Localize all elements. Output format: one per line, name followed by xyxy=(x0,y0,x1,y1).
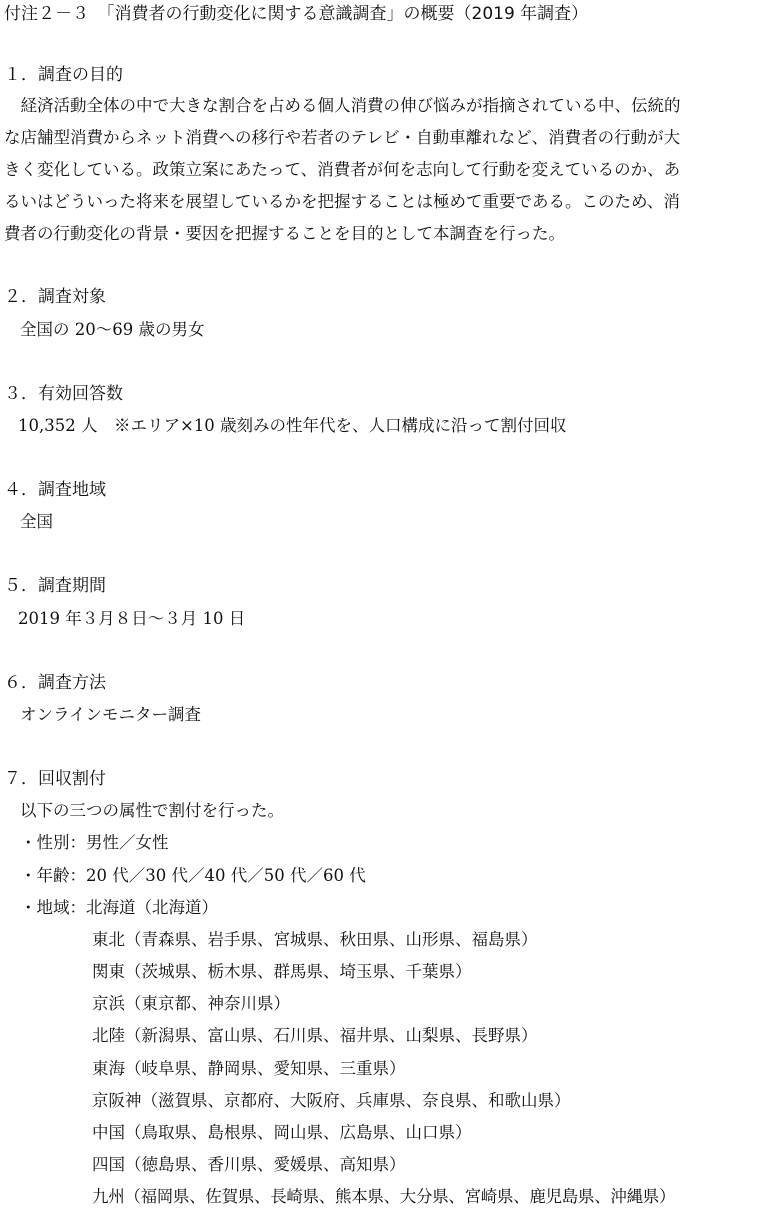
purpose-line: るいはどういった将来を展望しているかを把握することは極めて重要である。このため、消 xyxy=(4,192,680,211)
target-text: 全国の 20～69 歳の男女 xyxy=(20,320,205,339)
region-hokuriku: 北陸（新潟県、富山県、石川県、福井県、山梨県、長野県） xyxy=(92,1026,538,1045)
allocation-heading: ７．回収割付 xyxy=(4,769,106,789)
area-text: 全国 xyxy=(20,512,53,531)
region-shikoku: 四国（徳島県、香川県、愛媛県、高知県） xyxy=(92,1155,406,1174)
period-heading: ５．調査期間 xyxy=(4,576,106,596)
allocation-age: ・年齢：20 代／30 代／40 代／50 代／60 代 xyxy=(20,866,366,885)
purpose-line: 経済活動全体の中で大きな割合を占める個人消費の伸び悩みが指摘されている中、伝統的 xyxy=(4,96,681,115)
region-kyushu: 九州（福岡県、佐賀県、長崎県、熊本県、大分県、宮崎県、鹿児島県、沖縄県） xyxy=(92,1187,676,1206)
allocation-gender: ・性別：男性／女性 xyxy=(20,833,169,852)
responses-text: 10,352 人 ※エリア×10 歳刻みの性年代を、人口構成に沿って割付回収 xyxy=(18,416,567,435)
region-tokai: 東海（岐阜県、静岡県、愛知県、三重県） xyxy=(92,1059,406,1078)
region-keihanshin: 京阪神（滋賀県、京都府、大阪府、兵庫県、奈良県、和歌山県） xyxy=(92,1091,571,1110)
area-heading: ４．調査地域 xyxy=(4,480,106,500)
purpose-line: な店舗型消費からネット消費への移行や若者のテレビ・自動車離れなど、消費者の行動が大 xyxy=(4,128,681,147)
allocation-intro: 以下の三つの属性で割付を行った。 xyxy=(20,801,284,820)
region-chugoku: 中国（鳥取県、島根県、岡山県、広島県、山口県） xyxy=(92,1123,472,1142)
allocation-region: ・地域：北海道（北海道） xyxy=(20,898,218,917)
target-heading: ２．調査対象 xyxy=(4,287,106,307)
period-text: 2019 年３月８日～３月 10 日 xyxy=(18,609,246,628)
method-heading: ６．調査方法 xyxy=(4,673,106,693)
method-text: オンラインモニター調査 xyxy=(20,705,202,724)
region-kanto: 関東（茨城県、栃木県、群馬県、埼玉県、千葉県） xyxy=(92,962,472,981)
purpose-line: きく変化している。政策立案にあたって、消費者が何を志向して行動を変えているのか、あ xyxy=(4,160,681,179)
responses-heading: ３．有効回答数 xyxy=(4,384,123,404)
region-tohoku: 東北（青森県、岩手県、宮城県、秋田県、山形県、福島県） xyxy=(92,930,538,949)
purpose-heading: １．調査の目的 xyxy=(4,65,123,85)
purpose-line: 費者の行動変化の背景・要因を把握することを目的として本調査を行った。 xyxy=(4,224,565,243)
document-title: 付注２－３ 「消費者の行動変化に関する意識調査」の概要（2019 年調査） xyxy=(4,4,589,24)
region-keihin: 京浜（東京都、神奈川県） xyxy=(92,994,290,1013)
